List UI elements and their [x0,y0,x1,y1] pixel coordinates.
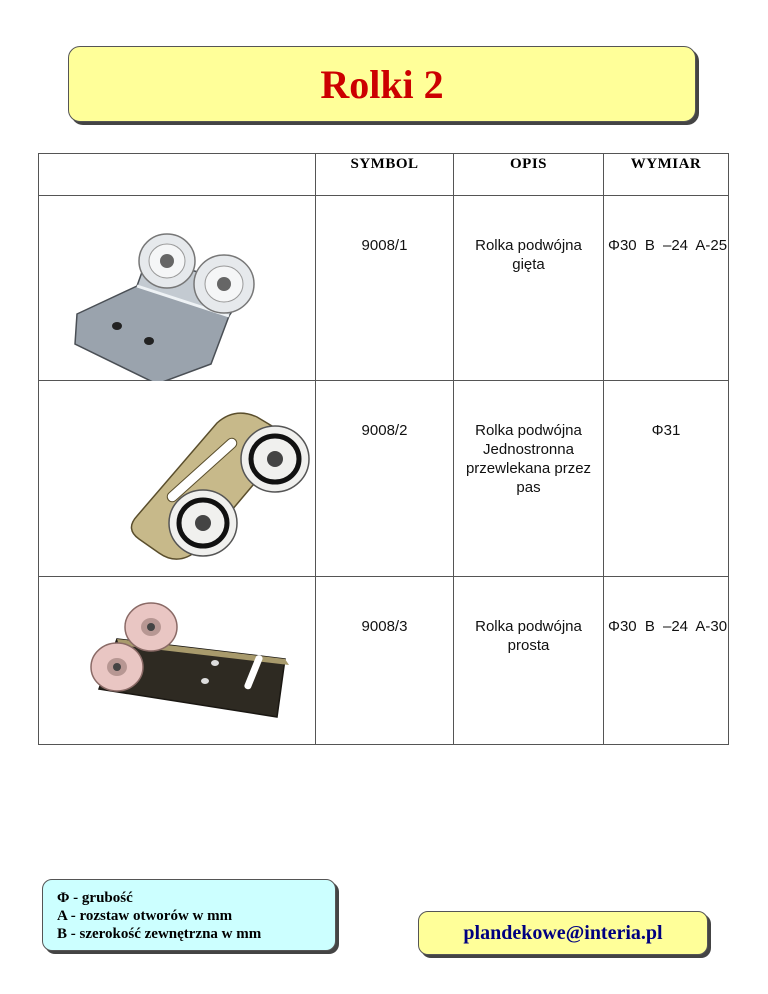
symbol-cell: 9008/1 [316,196,454,381]
wymiar-cell: Φ30 B –24 A-30 [604,577,729,745]
wymiar-cell: Φ31 [604,381,729,577]
product-image-cell [39,196,316,381]
opis-cell: Rolka podwójna gięta [454,196,604,381]
page-title: Rolki 2 [320,61,444,107]
symbol-cell: 9008/2 [316,381,454,577]
table-header-row [39,154,729,196]
legend-line-thickness: Φ - grubość [57,890,133,906]
legend-line-hole-spacing: A - rozstaw otworów w mm [57,908,233,924]
header-opis: OPIS [454,154,604,196]
wymiar-cell: Φ30 B –24 A-25 [604,196,729,381]
opis-cell: Rolka podwójna prosta [454,577,604,745]
opis-cell: Rolka podwójna Jednostronna przewlekana przez pas [454,381,604,577]
table-row [39,577,729,745]
straight-double-roller-image [39,577,316,745]
email-address[interactable]: plandekowe@interia.pl [463,921,663,944]
title-box [68,46,696,122]
one-sided-double-roller-image [39,381,316,577]
header-wymiar: WYMIAR [604,154,729,196]
products-table [38,153,729,745]
legend-box [42,879,336,951]
product-image-cell [39,381,316,577]
email-box [418,911,708,955]
legend-line-outer-width: B - szerokość zewnętrzna w mm [57,926,262,942]
bent-double-roller-image [39,196,316,381]
table-row [39,381,729,577]
header-symbol: SYMBOL [316,154,454,196]
header-image [39,154,316,196]
product-image-cell [39,577,316,745]
table-row [39,196,729,381]
symbol-cell: 9008/3 [316,577,454,745]
